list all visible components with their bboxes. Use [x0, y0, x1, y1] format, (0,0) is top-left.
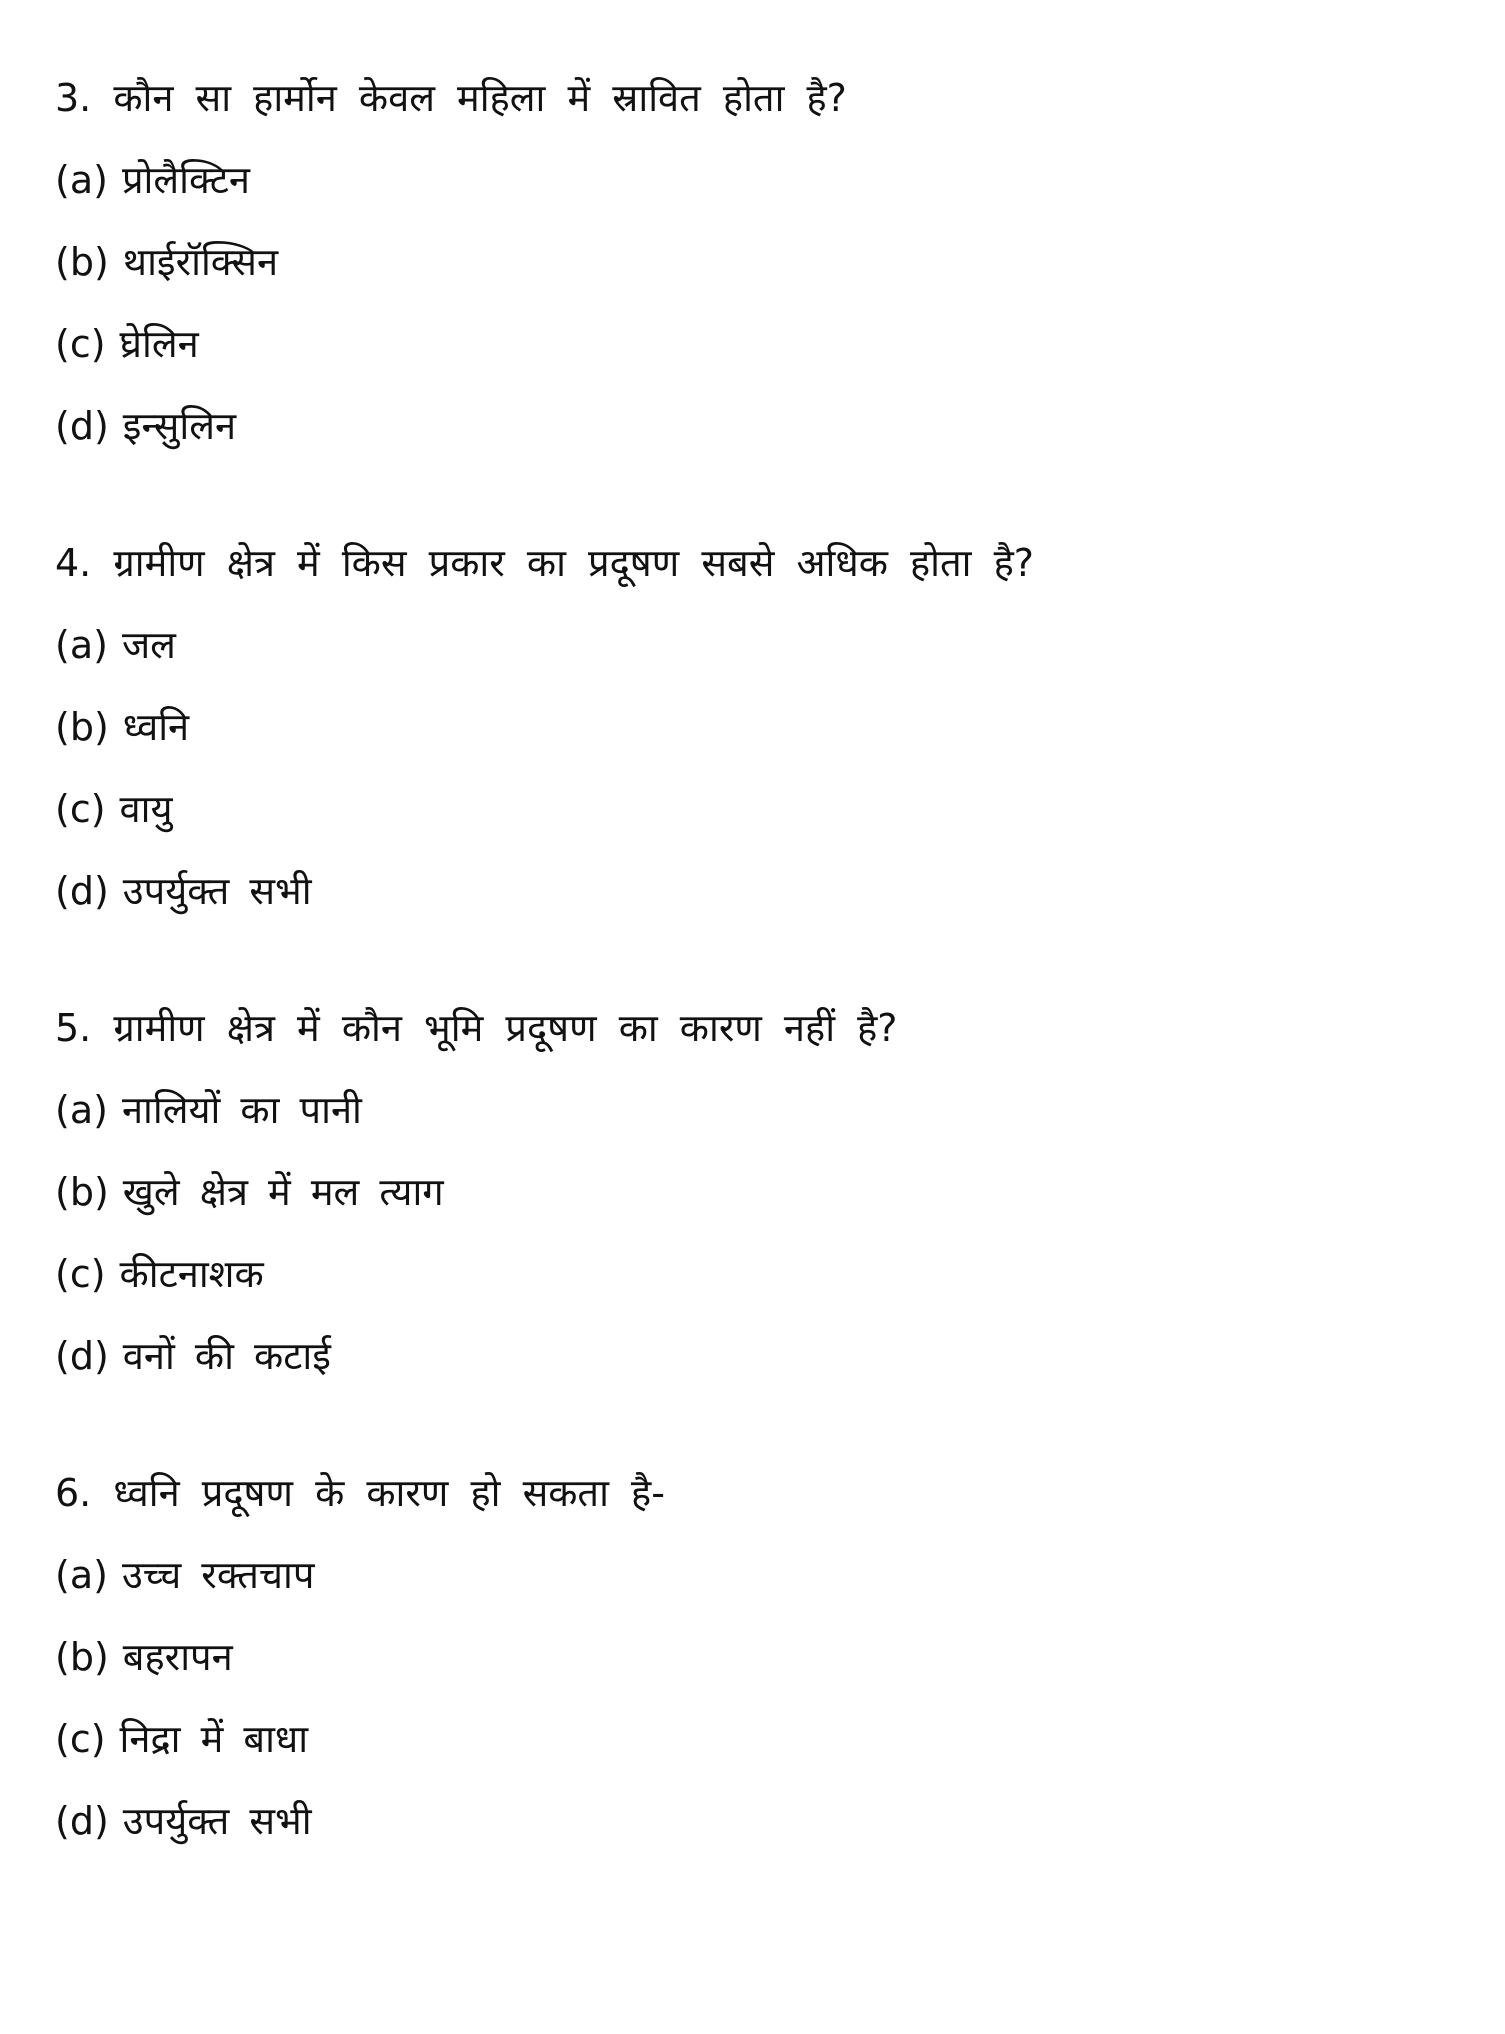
option-c	[55, 1248, 1455, 1300]
question-text: 6. ध्वनि प्रदूषण के कारण हो सकता है-	[55, 1471, 665, 1515]
option-text: प्रोलैक्टिन	[121, 158, 250, 202]
option-b	[55, 236, 1455, 288]
option-label: (d)	[55, 1799, 109, 1843]
option-text: खुले क्षेत्र में मल त्याग	[122, 1170, 444, 1214]
option-a	[55, 619, 1455, 671]
option-a	[55, 1549, 1455, 1601]
option-label: (b)	[55, 705, 109, 749]
question-text: 4. ग्रामीण क्षेत्र में किस प्रकार का प्रदूषण सबसे अधिक होता है?	[55, 541, 1034, 585]
option-d	[55, 865, 1455, 917]
question-5	[55, 1002, 1455, 1382]
option-label: (a)	[55, 158, 108, 202]
option-c	[55, 783, 1455, 835]
option-text: वायु	[119, 787, 173, 831]
option-label: (b)	[55, 1635, 109, 1679]
option-d	[55, 400, 1455, 452]
question-4	[55, 537, 1455, 917]
option-c	[55, 318, 1455, 370]
option-text: निद्रा में बाधा	[119, 1717, 309, 1761]
option-text: वनों की कटाई	[122, 1334, 331, 1378]
option-label: (a)	[55, 1088, 108, 1132]
option-label: (a)	[55, 1553, 108, 1597]
option-label: (c)	[55, 787, 106, 831]
option-a	[55, 1084, 1455, 1136]
option-label: (d)	[55, 404, 109, 448]
option-a	[55, 154, 1455, 206]
option-label: (d)	[55, 1334, 109, 1378]
option-text: घ्रेलिन	[119, 322, 199, 366]
question-sheet	[55, 72, 1455, 1932]
option-d	[55, 1795, 1455, 1847]
option-d	[55, 1330, 1455, 1382]
question-6	[55, 1467, 1455, 1847]
option-label: (c)	[55, 1717, 106, 1761]
option-label: (d)	[55, 869, 109, 913]
option-label: (c)	[55, 1252, 106, 1296]
option-label: (b)	[55, 1170, 109, 1214]
option-b	[55, 1631, 1455, 1683]
option-c	[55, 1713, 1455, 1765]
option-text: उपर्युक्त सभी	[122, 869, 312, 913]
option-text: थाईरॉक्सिन	[122, 240, 279, 284]
option-text: बहरापन	[122, 1635, 233, 1679]
option-label: (c)	[55, 322, 106, 366]
option-b	[55, 1166, 1455, 1218]
option-b	[55, 701, 1455, 753]
question-3	[55, 72, 1455, 452]
option-text: ध्वनि	[122, 705, 190, 749]
option-label: (b)	[55, 240, 109, 284]
option-text: जल	[121, 623, 176, 667]
question-text: 5. ग्रामीण क्षेत्र में कौन भूमि प्रदूषण का कारण नहीं है?	[55, 1006, 898, 1050]
option-label: (a)	[55, 623, 108, 667]
option-text: कीटनाशक	[119, 1252, 264, 1296]
question-text: 3. कौन सा हार्मोन केवल महिला में स्रावित होता है?	[55, 76, 847, 120]
option-text: उच्च रक्तचाप	[121, 1553, 315, 1597]
option-text: इन्सुलिन	[122, 404, 237, 448]
option-text: उपर्युक्त सभी	[122, 1799, 312, 1843]
option-text: नालियों का पानी	[121, 1088, 362, 1132]
